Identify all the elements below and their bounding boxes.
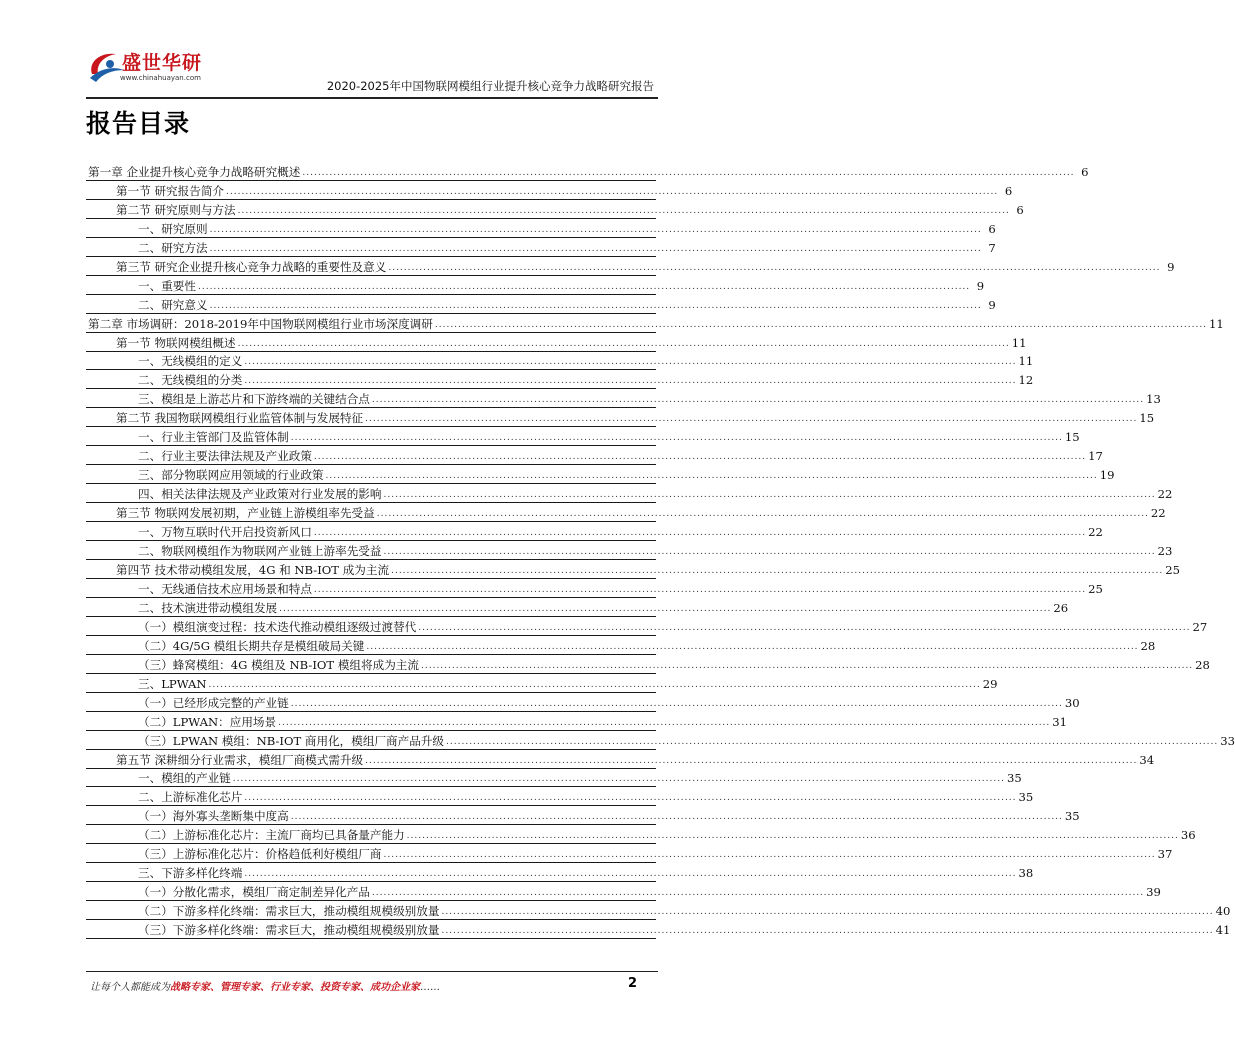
toc-leader-dots: ........................................................................................................................................................................................................	[371, 888, 1145, 899]
toc-entry-page: 13	[1146, 392, 1161, 407]
logo-name: 盛世华研	[122, 52, 203, 74]
toc-entry-page: 36	[1180, 828, 1196, 843]
toc-entry[interactable]	[86, 674, 998, 693]
toc-leader-dots: ........................................................................................................................................................................................................	[366, 641, 1139, 652]
toc-leader-dots: ........................................................................................................................................................................................................	[197, 281, 971, 292]
toc-entry-title: （一）海外寡头垄断集中度高	[138, 809, 289, 824]
toc-entry[interactable]	[86, 750, 1155, 769]
toc-leader-dots: ........................................................................................................................................................................................................	[421, 660, 1194, 671]
toc-entry[interactable]	[86, 276, 985, 295]
toc-entry-page: 12	[1018, 373, 1034, 388]
toc-entry[interactable]	[86, 863, 1034, 882]
footer-divider	[86, 971, 658, 972]
toc-entry-title: 一、万物互联时代开启投资新风口	[138, 525, 312, 540]
header-divider	[86, 97, 658, 99]
toc-leader-dots: ........................................................................................................................................................................................................	[441, 907, 1214, 918]
footer-slogan	[90, 978, 440, 993]
toc-entry[interactable]	[86, 844, 1173, 863]
toc-leader-dots: ........................................................................................................................................................................................................	[209, 300, 982, 311]
toc-entry-title: 二、研究意义	[138, 297, 208, 312]
toc-leader-dots: ........................................................................................................................................................................................................	[383, 850, 1156, 861]
toc-leader-dots: ........................................................................................................................................................................................................	[208, 679, 981, 690]
toc-leader-dots: ........................................................................................................................................................................................................	[237, 205, 1010, 216]
toc-entry[interactable]	[86, 787, 1034, 806]
toc-leader-dots: ........................................................................................................................................................................................................	[383, 490, 1156, 501]
toc-entry-title: 第一章 企业提升核心竞争力战略研究概述	[88, 164, 301, 179]
toc-entry[interactable]	[86, 257, 1175, 276]
toc-entry-title: 三、下游多样化终端	[138, 866, 243, 881]
toc-entry-title: （三）LPWAN 模组：NB-IOT 商用化，模组厂商产品升级	[138, 733, 445, 748]
toc-entry[interactable]	[86, 541, 1173, 560]
toc-entry-page: 33	[1220, 733, 1235, 748]
toc-entry[interactable]	[86, 446, 1103, 465]
toc-entry[interactable]	[86, 352, 1034, 371]
toc-entry-page: 34	[1139, 752, 1155, 767]
toc-entry-title: （三）上游标准化芯片：价格趋低利好模组厂商	[138, 847, 382, 862]
toc-leader-dots: ........................................................................................................................................................................................................	[388, 262, 1161, 273]
toc-leader-dots: ........................................................................................................................................................................................................	[365, 755, 1138, 766]
toc-entry-page: 41	[1215, 923, 1231, 938]
toc-entry[interactable]	[86, 238, 996, 257]
toc-entry-title: 二、无线模组的分类	[138, 373, 243, 388]
toc-entry-page: 31	[1052, 714, 1068, 729]
toc-entry-title: 一、模组的产业链	[138, 771, 231, 786]
toc-entry-page: 9	[988, 297, 996, 312]
toc-entry[interactable]	[86, 579, 1103, 598]
toc-entry-page: 17	[1088, 449, 1103, 464]
toc-entry-title: 一、研究原则	[138, 221, 208, 236]
toc-entry-title: （一）模组演变过程：技术迭代推动模组逐级过渡替代	[138, 619, 417, 634]
toc-leader-dots: ........................................................................................................................................................................................................	[406, 831, 1179, 842]
toc-entry-page: 27	[1192, 619, 1208, 634]
toc-leader-dots: ........................................................................................................................................................................................................	[290, 433, 1063, 444]
toc-entry[interactable]	[86, 920, 1231, 939]
toc-leader-dots: ........................................................................................................................................................................................................	[226, 186, 999, 197]
toc-entry-page: 25	[1165, 562, 1181, 577]
toc-entry-page: 29	[982, 676, 998, 691]
toc-leader-dots: ........................................................................................................................................................................................................	[418, 622, 1191, 633]
toc-entry-page: 35	[1064, 809, 1080, 824]
slogan-prefix: 让每个人都能成为	[90, 982, 170, 993]
toc-entry[interactable]	[86, 408, 1155, 427]
toc-leader-dots: ........................................................................................................................................................................................................	[209, 224, 982, 235]
toc-entry-page: 15	[1064, 430, 1080, 445]
toc-leader-dots: ........................................................................................................................................................................................................	[391, 565, 1164, 576]
toc-entry-title: （一）分散化需求，模组厂商定制差异化产品	[138, 885, 370, 900]
toc-entry-title: 二、上游标准化芯片	[138, 790, 243, 805]
toc-entry-page: 38	[1018, 866, 1034, 881]
toc-entry-title: 第三节 物联网发展初期，产业链上游模组率先受益	[116, 506, 375, 521]
toc-entry[interactable]	[86, 389, 1161, 408]
toc-entry-page: 23	[1157, 544, 1173, 559]
report-title: 2020-2025年中国物联网模组行业提升核心竞争力战略研究报告	[326, 79, 654, 93]
toc-entry-title: 二、物联网模组作为物联网产业链上游率先受益	[138, 544, 382, 559]
toc-leader-dots: ........................................................................................................................................................................................................	[244, 793, 1017, 804]
toc-entry-title: 二、行业主要法律法规及产业政策	[138, 449, 312, 464]
toc-entry-page: 11	[1209, 316, 1224, 331]
toc-entry-title: （二）上游标准化芯片：主流厂商均已具备量产能力	[138, 828, 405, 843]
toc-entry-title: 二、研究方法	[138, 240, 208, 255]
toc-entry[interactable]	[86, 333, 1027, 352]
toc-entry[interactable]	[86, 484, 1173, 503]
toc-entry-title: 一、重要性	[138, 278, 196, 293]
toc-leader-dots: ........................................................................................................................................................................................................	[376, 509, 1149, 520]
toc-entry-title: 二、技术演进带动模组发展	[138, 600, 278, 615]
toc-entry-page: 9	[1167, 259, 1175, 274]
toc-entry-page: 35	[1006, 771, 1022, 786]
toc-entry-page: 6	[1004, 183, 1013, 198]
toc-entry[interactable]	[86, 825, 1196, 844]
toc-entry-page: 37	[1157, 847, 1173, 862]
toc-leader-dots: ........................................................................................................................................................................................................	[244, 357, 1017, 368]
toc-entry[interactable]	[86, 617, 1208, 636]
toc-entry-title: 第三节 研究企业提升核心竞争力战略的重要性及意义	[116, 259, 387, 274]
toc-entry[interactable]	[86, 636, 1156, 655]
toc-leader-dots: ........................................................................................................................................................................................................	[278, 717, 1051, 728]
toc-entry[interactable]	[86, 181, 1013, 200]
slogan-suffix: ……	[420, 982, 440, 993]
toc-entry-page: 22	[1150, 506, 1166, 521]
toc-entry-page: 22	[1157, 487, 1173, 502]
toc-entry-page: 6	[988, 221, 996, 236]
toc-entry-title: 第四节 技术带动模组发展，4G 和 NB-IOT 成为主流	[116, 562, 390, 577]
toc-leader-dots: ........................................................................................................................................................................................................	[383, 547, 1156, 558]
toc-entry[interactable]	[86, 731, 1235, 750]
table-of-contents	[86, 162, 1235, 939]
page-title: 报告目录	[86, 109, 191, 138]
toc-entry[interactable]	[86, 162, 1089, 181]
toc-leader-dots: ........................................................................................................................................................................................................	[209, 243, 982, 254]
toc-entry[interactable]	[86, 503, 1166, 522]
toc-entry[interactable]	[86, 712, 1068, 731]
toc-entry-title: 三、部分物联网应用领域的行业政策	[138, 468, 324, 483]
toc-leader-dots: ........................................................................................................................................................................................................	[290, 698, 1063, 709]
toc-entry[interactable]	[86, 693, 1080, 712]
toc-leader-dots: ........................................................................................................................................................................................................	[434, 319, 1208, 330]
toc-entry-page: 28	[1140, 638, 1156, 653]
toc-entry[interactable]	[86, 522, 1103, 541]
toc-leader-dots: ........................................................................................................................................................................................................	[290, 812, 1063, 823]
toc-leader-dots: ........................................................................................................................................................................................................	[244, 376, 1017, 387]
toc-leader-dots: ........................................................................................................................................................................................................	[325, 471, 1098, 482]
toc-entry[interactable]	[86, 314, 1224, 333]
toc-entry-page: 6	[1081, 164, 1089, 179]
toc-entry[interactable]	[86, 655, 1210, 674]
toc-entry-title: 一、行业主管部门及监管体制	[138, 430, 289, 445]
toc-entry-title: 第一节 研究报告简介	[116, 183, 225, 198]
toc-leader-dots: ........................................................................................................................................................................................................	[365, 414, 1138, 425]
toc-entry[interactable]	[86, 370, 1034, 389]
toc-leader-dots: ........................................................................................................................................................................................................	[237, 338, 1010, 349]
toc-entry[interactable]	[86, 200, 1024, 219]
toc-entry-title: （三）蜂窝模组：4G 模组及 NB-IOT 模组将成为主流	[138, 657, 419, 672]
toc-entry-title: 第一节 物联网模组概述	[116, 335, 236, 350]
toc-leader-dots: ........................................................................................................................................................................................................	[279, 603, 1052, 614]
toc-entry-title: （二）LPWAN：应用场景	[138, 714, 277, 729]
toc-entry[interactable]	[86, 427, 1080, 446]
toc-entry[interactable]	[86, 465, 1115, 484]
toc-entry-page: 9	[976, 278, 985, 293]
toc-entry[interactable]	[86, 806, 1080, 825]
toc-entry[interactable]	[86, 598, 1069, 617]
toc-leader-dots: ........................................................................................................................................................................................................	[313, 452, 1087, 463]
toc-entry-page: 7	[988, 240, 996, 255]
toc-entry-title: 第二节 我国物联网模组行业监管体制与发展特征	[116, 411, 364, 426]
toc-entry-page: 6	[1016, 202, 1024, 217]
toc-entry-title: 四、相关法律法规及产业政策对行业发展的影响	[138, 487, 382, 502]
toc-entry-title: （三）下游多样化终端：需求巨大，推动模组规模级别放量	[138, 923, 440, 938]
toc-entry[interactable]	[86, 219, 996, 238]
toc-leader-dots: ........................................................................................................................................................................................................	[371, 395, 1145, 406]
toc-entry-title: 三、LPWAN	[138, 676, 207, 691]
toc-entry-page: 30	[1064, 695, 1080, 710]
toc-entry-page: 40	[1215, 904, 1231, 919]
toc-entry-page: 39	[1146, 885, 1161, 900]
toc-entry-title: 第五节 深耕细分行业需求，模组厂商模式需升级	[116, 752, 364, 767]
toc-entry[interactable]	[86, 560, 1181, 579]
toc-entry-page: 35	[1018, 790, 1034, 805]
toc-entry-page: 11	[1011, 335, 1027, 350]
toc-entry-title: （二）下游多样化终端：需求巨大，推动模组规模级别放量	[138, 904, 440, 919]
toc-entry-page: 19	[1099, 468, 1115, 483]
toc-entry-page: 28	[1195, 657, 1210, 672]
toc-entry-page: 11	[1018, 354, 1034, 369]
logo-url: www.chinahuayan.com	[120, 74, 201, 82]
page-header	[0, 0, 744, 100]
toc-entry-page: 22	[1088, 525, 1103, 540]
page-number: 2	[628, 976, 638, 991]
toc-leader-dots: ........................................................................................................................................................................................................	[313, 584, 1087, 595]
toc-leader-dots: ........................................................................................................................................................................................................	[244, 869, 1017, 880]
toc-entry-title: 第二章 市场调研：2018-2019年中国物联网模组行业市场深度调研	[88, 316, 433, 331]
toc-leader-dots: ........................................................................................................................................................................................................	[446, 736, 1219, 747]
slogan-highlight: 战略专家、管理专家、行业专家、投资专家、成功企业家	[170, 982, 420, 993]
toc-leader-dots: ........................................................................................................................................................................................................	[313, 528, 1087, 539]
toc-entry[interactable]	[86, 901, 1231, 920]
toc-entry-title: （二）4G/5G 模组长期共存是模组破局关键	[138, 638, 365, 653]
toc-entry-title: （一）已经形成完整的产业链	[138, 695, 289, 710]
toc-entry[interactable]	[86, 882, 1161, 901]
toc-entry[interactable]	[86, 769, 1022, 788]
toc-leader-dots: ........................................................................................................................................................................................................	[302, 167, 1075, 178]
toc-entry-title: 一、无线模组的定义	[138, 354, 243, 369]
toc-entry-page: 25	[1088, 581, 1103, 596]
toc-entry-title: 三、模组是上游芯片和下游终端的关键结合点	[138, 392, 370, 407]
toc-entry-page: 15	[1139, 411, 1155, 426]
toc-entry[interactable]	[86, 295, 996, 314]
toc-leader-dots: ........................................................................................................................................................................................................	[441, 926, 1214, 937]
toc-entry-title: 一、无线通信技术应用场景和特点	[138, 581, 312, 596]
toc-entry-title: 第二节 研究原则与方法	[116, 202, 236, 217]
company-logo	[86, 44, 206, 90]
toc-leader-dots: ........................................................................................................................................................................................................	[232, 774, 1005, 785]
toc-entry-page: 26	[1053, 600, 1069, 615]
